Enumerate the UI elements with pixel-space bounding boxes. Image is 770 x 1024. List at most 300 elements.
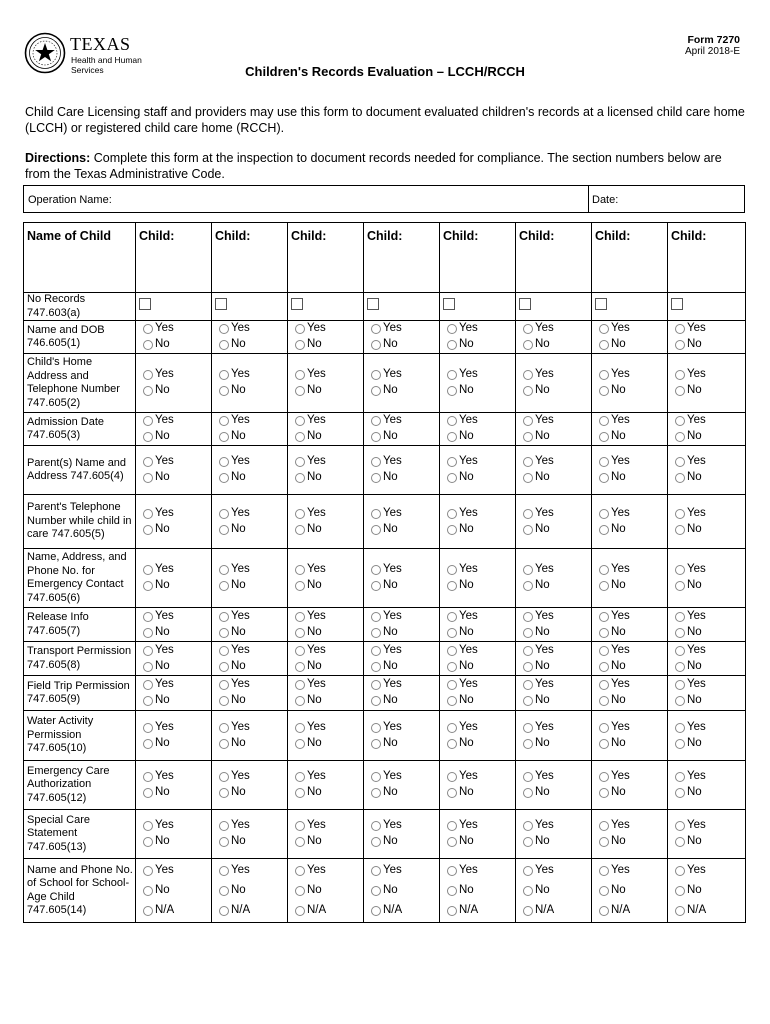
yes-radio-option[interactable]	[519, 861, 589, 881]
radio-circle-icon[interactable]	[523, 581, 533, 591]
radio-circle-icon[interactable]	[675, 324, 685, 334]
no-radio-option[interactable]	[291, 785, 361, 801]
radio-circle-icon[interactable]	[447, 612, 457, 622]
yes-radio-option[interactable]	[367, 413, 437, 429]
yes-radio-option[interactable]	[519, 769, 589, 785]
radio-circle-icon[interactable]	[295, 509, 305, 519]
radio-circle-icon[interactable]	[295, 340, 305, 350]
no-radio-option[interactable]	[519, 659, 589, 675]
radio-circle-icon[interactable]	[523, 340, 533, 350]
yes-radio-option[interactable]	[671, 413, 743, 429]
radio-circle-icon[interactable]	[675, 457, 685, 467]
yes-radio-option[interactable]	[595, 413, 665, 429]
no-radio-option[interactable]	[291, 834, 361, 850]
no-radio-option[interactable]	[443, 578, 513, 594]
radio-circle-icon[interactable]	[523, 696, 533, 706]
no-radio-option[interactable]	[367, 625, 437, 641]
yes-radio-option[interactable]	[595, 769, 665, 785]
yes-radio-option[interactable]	[139, 367, 209, 383]
yes-radio-option[interactable]	[139, 506, 209, 522]
radio-circle-icon[interactable]	[371, 772, 381, 782]
radio-circle-icon[interactable]	[219, 340, 229, 350]
no-radio-option[interactable]	[443, 693, 513, 709]
radio-circle-icon[interactable]	[523, 509, 533, 519]
radio-circle-icon[interactable]	[675, 772, 685, 782]
yes-radio-option[interactable]	[291, 413, 361, 429]
yes-radio-option[interactable]	[291, 321, 361, 337]
yes-radio-option[interactable]	[595, 321, 665, 337]
radio-circle-icon[interactable]	[371, 628, 381, 638]
yes-radio-option[interactable]	[519, 677, 589, 693]
radio-circle-icon[interactable]	[675, 509, 685, 519]
no-radio-option[interactable]	[291, 337, 361, 353]
yes-radio-option[interactable]	[671, 562, 743, 578]
radio-circle-icon[interactable]	[447, 866, 457, 876]
radio-circle-icon[interactable]	[219, 612, 229, 622]
radio-circle-icon[interactable]	[675, 680, 685, 690]
yes-radio-option[interactable]	[367, 321, 437, 337]
radio-circle-icon[interactable]	[295, 565, 305, 575]
no-radio-option[interactable]	[139, 659, 209, 675]
radio-circle-icon[interactable]	[523, 723, 533, 733]
radio-circle-icon[interactable]	[219, 432, 229, 442]
radio-circle-icon[interactable]	[675, 723, 685, 733]
radio-circle-icon[interactable]	[371, 565, 381, 575]
yes-radio-option[interactable]	[291, 677, 361, 693]
yes-radio-option[interactable]	[291, 643, 361, 659]
radio-circle-icon[interactable]	[295, 680, 305, 690]
radio-circle-icon[interactable]	[523, 906, 533, 916]
radio-circle-icon[interactable]	[599, 788, 609, 798]
radio-circle-icon[interactable]	[143, 788, 153, 798]
yes-radio-option[interactable]	[671, 818, 743, 834]
yes-radio-option[interactable]	[519, 562, 589, 578]
no-radio-option[interactable]	[595, 470, 665, 486]
yes-radio-option[interactable]	[291, 720, 361, 736]
radio-circle-icon[interactable]	[295, 612, 305, 622]
radio-circle-icon[interactable]	[675, 906, 685, 916]
radio-circle-icon[interactable]	[675, 386, 685, 396]
na-radio-option[interactable]	[671, 901, 743, 921]
no-radio-option[interactable]	[671, 522, 743, 538]
no-records-checkbox[interactable]	[671, 298, 683, 310]
radio-circle-icon[interactable]	[143, 646, 153, 656]
no-radio-option[interactable]	[519, 785, 589, 801]
yes-radio-option[interactable]	[139, 609, 209, 625]
no-radio-option[interactable]	[291, 736, 361, 752]
no-radio-option[interactable]	[671, 834, 743, 850]
radio-circle-icon[interactable]	[219, 886, 229, 896]
no-records-checkbox[interactable]	[595, 298, 607, 310]
yes-radio-option[interactable]	[671, 769, 743, 785]
radio-circle-icon[interactable]	[599, 723, 609, 733]
yes-radio-option[interactable]	[215, 861, 285, 881]
radio-circle-icon[interactable]	[599, 906, 609, 916]
yes-radio-option[interactable]	[139, 769, 209, 785]
no-records-checkbox[interactable]	[215, 298, 227, 310]
yes-radio-option[interactable]	[443, 861, 513, 881]
radio-circle-icon[interactable]	[219, 525, 229, 535]
no-radio-option[interactable]	[519, 337, 589, 353]
no-radio-option[interactable]	[671, 337, 743, 353]
yes-radio-option[interactable]	[215, 818, 285, 834]
radio-circle-icon[interactable]	[447, 723, 457, 733]
yes-radio-option[interactable]	[139, 818, 209, 834]
radio-circle-icon[interactable]	[143, 772, 153, 782]
yes-radio-option[interactable]	[519, 413, 589, 429]
no-radio-option[interactable]	[367, 470, 437, 486]
no-radio-option[interactable]	[671, 659, 743, 675]
radio-circle-icon[interactable]	[447, 324, 457, 334]
radio-circle-icon[interactable]	[295, 386, 305, 396]
yes-radio-option[interactable]	[215, 609, 285, 625]
radio-circle-icon[interactable]	[599, 646, 609, 656]
radio-circle-icon[interactable]	[675, 739, 685, 749]
radio-circle-icon[interactable]	[143, 837, 153, 847]
no-radio-option[interactable]	[519, 578, 589, 594]
no-radio-option[interactable]	[671, 578, 743, 594]
radio-circle-icon[interactable]	[143, 628, 153, 638]
yes-radio-option[interactable]	[595, 861, 665, 881]
no-radio-option[interactable]	[595, 785, 665, 801]
radio-circle-icon[interactable]	[143, 680, 153, 690]
no-radio-option[interactable]	[215, 522, 285, 538]
yes-radio-option[interactable]	[519, 818, 589, 834]
yes-radio-option[interactable]	[291, 562, 361, 578]
radio-circle-icon[interactable]	[599, 612, 609, 622]
radio-circle-icon[interactable]	[599, 581, 609, 591]
radio-circle-icon[interactable]	[599, 837, 609, 847]
no-radio-option[interactable]	[215, 834, 285, 850]
na-radio-option[interactable]	[291, 901, 361, 921]
radio-circle-icon[interactable]	[143, 906, 153, 916]
child-name-field[interactable]: Child:	[364, 223, 440, 293]
radio-circle-icon[interactable]	[523, 324, 533, 334]
radio-circle-icon[interactable]	[143, 432, 153, 442]
yes-radio-option[interactable]	[671, 643, 743, 659]
yes-radio-option[interactable]	[139, 720, 209, 736]
no-radio-option[interactable]	[595, 736, 665, 752]
no-radio-option[interactable]	[139, 625, 209, 641]
radio-circle-icon[interactable]	[675, 612, 685, 622]
yes-radio-option[interactable]	[595, 720, 665, 736]
no-radio-option[interactable]	[367, 881, 437, 901]
yes-radio-option[interactable]	[443, 562, 513, 578]
radio-circle-icon[interactable]	[219, 646, 229, 656]
child-name-field[interactable]: Child:	[668, 223, 746, 293]
radio-circle-icon[interactable]	[371, 340, 381, 350]
radio-circle-icon[interactable]	[675, 581, 685, 591]
no-radio-option[interactable]	[367, 337, 437, 353]
yes-radio-option[interactable]	[291, 818, 361, 834]
radio-circle-icon[interactable]	[295, 772, 305, 782]
yes-radio-option[interactable]	[367, 677, 437, 693]
yes-radio-option[interactable]	[519, 367, 589, 383]
radio-circle-icon[interactable]	[219, 739, 229, 749]
radio-circle-icon[interactable]	[523, 646, 533, 656]
radio-circle-icon[interactable]	[219, 662, 229, 672]
no-radio-option[interactable]	[291, 625, 361, 641]
no-radio-option[interactable]	[595, 881, 665, 901]
yes-radio-option[interactable]	[443, 367, 513, 383]
no-radio-option[interactable]	[367, 693, 437, 709]
no-radio-option[interactable]	[443, 383, 513, 399]
no-radio-option[interactable]	[595, 337, 665, 353]
radio-circle-icon[interactable]	[371, 324, 381, 334]
no-radio-option[interactable]	[443, 337, 513, 353]
radio-circle-icon[interactable]	[523, 628, 533, 638]
radio-circle-icon[interactable]	[599, 457, 609, 467]
radio-circle-icon[interactable]	[599, 680, 609, 690]
yes-radio-option[interactable]	[215, 506, 285, 522]
child-name-field[interactable]: Child:	[212, 223, 288, 293]
radio-circle-icon[interactable]	[599, 473, 609, 483]
radio-circle-icon[interactable]	[371, 370, 381, 380]
no-radio-option[interactable]	[671, 429, 743, 445]
radio-circle-icon[interactable]	[371, 509, 381, 519]
radio-circle-icon[interactable]	[219, 386, 229, 396]
no-radio-option[interactable]	[215, 736, 285, 752]
radio-circle-icon[interactable]	[523, 565, 533, 575]
child-name-field[interactable]: Child:	[516, 223, 592, 293]
radio-circle-icon[interactable]	[675, 837, 685, 847]
yes-radio-option[interactable]	[139, 643, 209, 659]
no-radio-option[interactable]	[139, 834, 209, 850]
yes-radio-option[interactable]	[367, 769, 437, 785]
radio-circle-icon[interactable]	[143, 612, 153, 622]
no-radio-option[interactable]	[519, 834, 589, 850]
no-radio-option[interactable]	[139, 736, 209, 752]
radio-circle-icon[interactable]	[295, 324, 305, 334]
date-field[interactable]: Date:	[592, 194, 619, 206]
radio-circle-icon[interactable]	[599, 370, 609, 380]
radio-circle-icon[interactable]	[219, 581, 229, 591]
no-radio-option[interactable]	[671, 736, 743, 752]
yes-radio-option[interactable]	[519, 609, 589, 625]
radio-circle-icon[interactable]	[219, 509, 229, 519]
radio-circle-icon[interactable]	[447, 696, 457, 706]
radio-circle-icon[interactable]	[371, 612, 381, 622]
radio-circle-icon[interactable]	[371, 696, 381, 706]
yes-radio-option[interactable]	[671, 506, 743, 522]
yes-radio-option[interactable]	[595, 562, 665, 578]
no-radio-option[interactable]	[139, 881, 209, 901]
radio-circle-icon[interactable]	[447, 416, 457, 426]
no-radio-option[interactable]	[367, 736, 437, 752]
radio-circle-icon[interactable]	[447, 432, 457, 442]
radio-circle-icon[interactable]	[143, 696, 153, 706]
yes-radio-option[interactable]	[443, 321, 513, 337]
na-radio-option[interactable]	[139, 901, 209, 921]
radio-circle-icon[interactable]	[295, 370, 305, 380]
radio-circle-icon[interactable]	[143, 457, 153, 467]
no-radio-option[interactable]	[291, 578, 361, 594]
radio-circle-icon[interactable]	[371, 646, 381, 656]
yes-radio-option[interactable]	[139, 321, 209, 337]
radio-circle-icon[interactable]	[143, 581, 153, 591]
radio-circle-icon[interactable]	[143, 525, 153, 535]
radio-circle-icon[interactable]	[143, 416, 153, 426]
yes-radio-option[interactable]	[595, 609, 665, 625]
radio-circle-icon[interactable]	[219, 565, 229, 575]
yes-radio-option[interactable]	[215, 643, 285, 659]
radio-circle-icon[interactable]	[523, 432, 533, 442]
radio-circle-icon[interactable]	[599, 628, 609, 638]
radio-circle-icon[interactable]	[599, 565, 609, 575]
radio-circle-icon[interactable]	[295, 662, 305, 672]
radio-circle-icon[interactable]	[295, 581, 305, 591]
no-radio-option[interactable]	[519, 429, 589, 445]
radio-circle-icon[interactable]	[143, 662, 153, 672]
no-radio-option[interactable]	[215, 659, 285, 675]
radio-circle-icon[interactable]	[447, 340, 457, 350]
yes-radio-option[interactable]	[519, 506, 589, 522]
radio-circle-icon[interactable]	[523, 821, 533, 831]
no-radio-option[interactable]	[367, 659, 437, 675]
radio-circle-icon[interactable]	[143, 370, 153, 380]
no-radio-option[interactable]	[443, 470, 513, 486]
yes-radio-option[interactable]	[291, 609, 361, 625]
radio-circle-icon[interactable]	[675, 866, 685, 876]
no-radio-option[interactable]	[595, 522, 665, 538]
yes-radio-option[interactable]	[215, 769, 285, 785]
no-radio-option[interactable]	[443, 522, 513, 538]
radio-circle-icon[interactable]	[675, 886, 685, 896]
radio-circle-icon[interactable]	[295, 432, 305, 442]
yes-radio-option[interactable]	[519, 643, 589, 659]
no-radio-option[interactable]	[291, 659, 361, 675]
radio-circle-icon[interactable]	[675, 662, 685, 672]
radio-circle-icon[interactable]	[219, 723, 229, 733]
radio-circle-icon[interactable]	[295, 788, 305, 798]
no-radio-option[interactable]	[595, 659, 665, 675]
radio-circle-icon[interactable]	[599, 324, 609, 334]
radio-circle-icon[interactable]	[447, 581, 457, 591]
radio-circle-icon[interactable]	[675, 432, 685, 442]
child-name-field[interactable]: Child:	[288, 223, 364, 293]
yes-radio-option[interactable]	[671, 861, 743, 881]
radio-circle-icon[interactable]	[219, 866, 229, 876]
radio-circle-icon[interactable]	[599, 662, 609, 672]
no-radio-option[interactable]	[671, 625, 743, 641]
radio-circle-icon[interactable]	[371, 866, 381, 876]
radio-circle-icon[interactable]	[143, 565, 153, 575]
radio-circle-icon[interactable]	[371, 581, 381, 591]
radio-circle-icon[interactable]	[295, 739, 305, 749]
radio-circle-icon[interactable]	[143, 340, 153, 350]
radio-circle-icon[interactable]	[143, 324, 153, 334]
no-radio-option[interactable]	[215, 625, 285, 641]
yes-radio-option[interactable]	[671, 677, 743, 693]
yes-radio-option[interactable]	[291, 769, 361, 785]
no-radio-option[interactable]	[519, 881, 589, 901]
radio-circle-icon[interactable]	[523, 739, 533, 749]
radio-circle-icon[interactable]	[523, 866, 533, 876]
no-records-checkbox[interactable]	[519, 298, 531, 310]
yes-radio-option[interactable]	[443, 609, 513, 625]
yes-radio-option[interactable]	[519, 454, 589, 470]
yes-radio-option[interactable]	[595, 677, 665, 693]
no-radio-option[interactable]	[367, 522, 437, 538]
radio-circle-icon[interactable]	[523, 772, 533, 782]
no-radio-option[interactable]	[367, 383, 437, 399]
yes-radio-option[interactable]	[367, 562, 437, 578]
radio-circle-icon[interactable]	[523, 837, 533, 847]
radio-circle-icon[interactable]	[599, 696, 609, 706]
yes-radio-option[interactable]	[595, 643, 665, 659]
radio-circle-icon[interactable]	[371, 723, 381, 733]
yes-radio-option[interactable]	[443, 720, 513, 736]
radio-circle-icon[interactable]	[371, 788, 381, 798]
radio-circle-icon[interactable]	[143, 739, 153, 749]
no-radio-option[interactable]	[139, 785, 209, 801]
no-radio-option[interactable]	[443, 625, 513, 641]
no-radio-option[interactable]	[595, 625, 665, 641]
radio-circle-icon[interactable]	[523, 788, 533, 798]
yes-radio-option[interactable]	[671, 609, 743, 625]
radio-circle-icon[interactable]	[219, 821, 229, 831]
radio-circle-icon[interactable]	[143, 821, 153, 831]
radio-circle-icon[interactable]	[523, 370, 533, 380]
yes-radio-option[interactable]	[215, 367, 285, 383]
yes-radio-option[interactable]	[367, 454, 437, 470]
yes-radio-option[interactable]	[367, 643, 437, 659]
radio-circle-icon[interactable]	[295, 628, 305, 638]
no-radio-option[interactable]	[519, 693, 589, 709]
operation-name-field[interactable]: Operation Name:	[28, 194, 112, 206]
yes-radio-option[interactable]	[671, 321, 743, 337]
no-radio-option[interactable]	[595, 383, 665, 399]
radio-circle-icon[interactable]	[219, 628, 229, 638]
yes-radio-option[interactable]	[595, 367, 665, 383]
radio-circle-icon[interactable]	[675, 628, 685, 638]
yes-radio-option[interactable]	[215, 720, 285, 736]
yes-radio-option[interactable]	[595, 818, 665, 834]
no-radio-option[interactable]	[367, 429, 437, 445]
yes-radio-option[interactable]	[595, 454, 665, 470]
no-radio-option[interactable]	[519, 522, 589, 538]
no-radio-option[interactable]	[139, 383, 209, 399]
yes-radio-option[interactable]	[367, 506, 437, 522]
no-radio-option[interactable]	[519, 736, 589, 752]
radio-circle-icon[interactable]	[447, 525, 457, 535]
radio-circle-icon[interactable]	[447, 457, 457, 467]
radio-circle-icon[interactable]	[599, 416, 609, 426]
radio-circle-icon[interactable]	[523, 612, 533, 622]
radio-circle-icon[interactable]	[599, 821, 609, 831]
yes-radio-option[interactable]	[443, 769, 513, 785]
no-radio-option[interactable]	[291, 470, 361, 486]
radio-circle-icon[interactable]	[219, 772, 229, 782]
no-radio-option[interactable]	[139, 578, 209, 594]
radio-circle-icon[interactable]	[447, 906, 457, 916]
na-radio-option[interactable]	[367, 901, 437, 921]
radio-circle-icon[interactable]	[295, 525, 305, 535]
radio-circle-icon[interactable]	[219, 906, 229, 916]
yes-radio-option[interactable]	[671, 720, 743, 736]
yes-radio-option[interactable]	[291, 861, 361, 881]
radio-circle-icon[interactable]	[447, 886, 457, 896]
no-radio-option[interactable]	[443, 881, 513, 901]
no-radio-option[interactable]	[139, 470, 209, 486]
yes-radio-option[interactable]	[291, 506, 361, 522]
radio-circle-icon[interactable]	[447, 565, 457, 575]
radio-circle-icon[interactable]	[295, 473, 305, 483]
no-radio-option[interactable]	[443, 429, 513, 445]
yes-radio-option[interactable]	[443, 454, 513, 470]
no-radio-option[interactable]	[671, 785, 743, 801]
radio-circle-icon[interactable]	[599, 509, 609, 519]
